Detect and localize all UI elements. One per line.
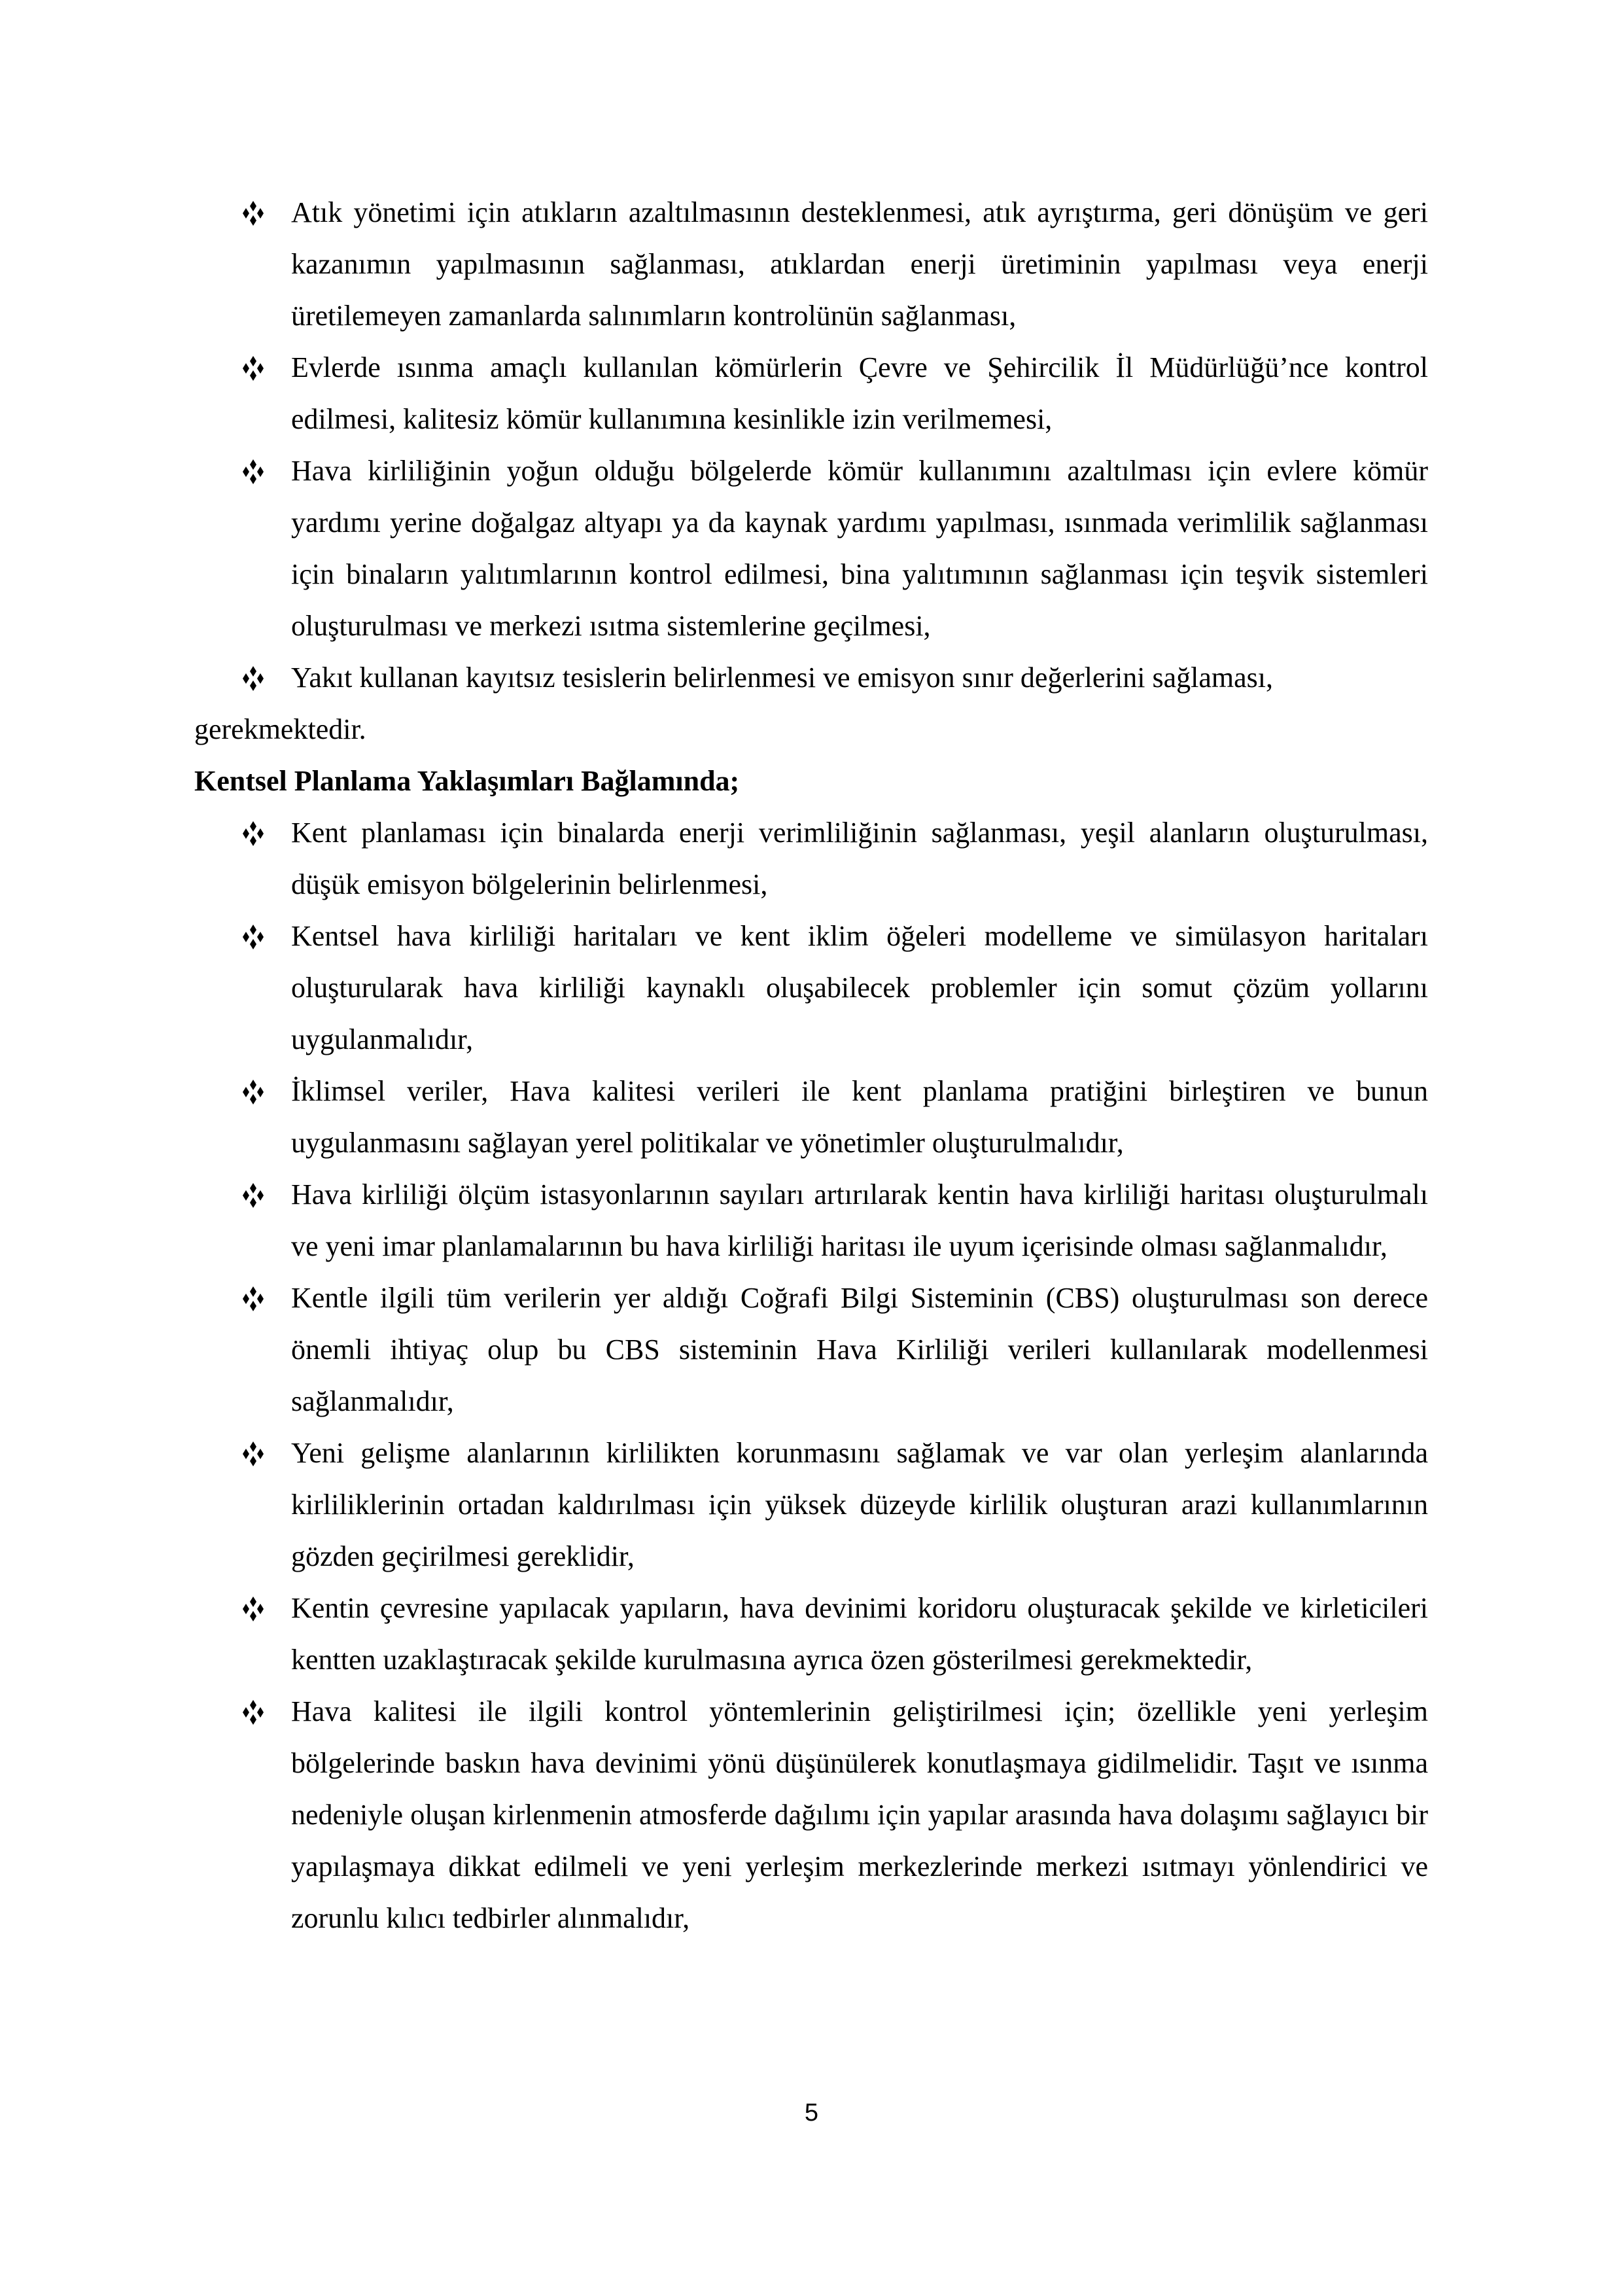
bullet-text: Hava kirliliği ölçüm istasyonlarının sayıları artırılarak kentin hava kirliliği haritası oluşturulmalı ve yeni imar planlamalarının bu hava kirliliği haritası ile uyum içerisinde olması sağlanmalıdır, [291,1178,1428,1262]
four-diamond-bullet-icon [240,342,266,393]
four-diamond-bullet-icon [240,1686,266,1737]
bullet-item [194,342,1428,445]
bullet-text: Evlerde ısınma amaçlı kullanılan kömürlerin Çevre ve Şehircilik İl Müdürlüğü’nce kontrol edilmesi, kalitesiz kömür kullanımına kesinlikle izin verilmemesi, [291,351,1428,435]
bullet-item [194,186,1428,342]
four-diamond-bullet-icon [240,1169,266,1220]
bullet-item [194,1065,1428,1169]
four-diamond-bullet-icon [240,1065,266,1117]
section-urban-planning [194,755,1428,1944]
bullet-item [194,807,1428,910]
four-diamond-bullet-icon [240,652,266,703]
section-heading: Kentsel Planlama Yaklaşımları Bağlamında; [194,765,740,797]
section-waste-energy [194,186,1428,755]
four-diamond-bullet-icon [240,1427,266,1479]
four-diamond-bullet-icon [240,807,266,858]
bullet-item [194,1582,1428,1686]
four-diamond-bullet-icon [240,910,266,962]
bullet-text: Hava kirliliğinin yoğun olduğu bölgelerde kömür kullanımını azaltılması için evlere kömür yardımı yerine doğalgaz altyapı ya da kaynak yardımı yapılması, ısınmada verimlilik sağlanması için binaların yalıtımlarının kontrol edilmesi, bina yalıtımının sağlanması için teşvik sistemleri oluşturulması ve merkezi ısıtma sistemlerine geçilmesi, [291,455,1428,642]
four-diamond-bullet-icon [240,1272,266,1324]
bullet-text: Yeni gelişme alanlarının kirlilikten korunmasını sağlamak ve var olan yerleşim alanlarında kirliliklerinin ortadan kaldırılması için yüksek düzeyde kirlilik oluşturan arazi kullanımlarının gözden geçirilmesi gereklidir, [291,1437,1428,1572]
page-number: 5 [804,2099,819,2127]
bullet-item [194,1686,1428,1944]
document-page [194,186,1428,1944]
four-diamond-bullet-icon [240,186,266,238]
bullet-text: Kentle ilgili tüm verilerin yer aldığı Coğrafi Bilgi Sisteminin (CBS) oluşturulması son derece önemli ihtiyaç olup bu CBS sisteminin Hava Kirliliği verileri kullanılarak modellenmesi sağlanmalıdır, [291,1282,1428,1417]
bullet-text: Atık yönetimi için atıkların azaltılmasının desteklenmesi, atık ayrıştırma, geri dönüşüm ve geri kazanımın yapılmasının sağlanması, atıklardan enerji üretiminin yapılması veya enerji üretilemeyen zamanlarda salınımların kontrolünün sağlanması, [291,196,1428,332]
bullet-item [194,1427,1428,1582]
bullet-item [194,445,1428,652]
bullet-item [194,1272,1428,1427]
bullet-text: Kentsel hava kirliliği haritaları ve kent iklim öğeleri modelleme ve simülasyon haritaları oluşturularak hava kirliliği kaynaklı oluşabilecek problemler için somut çözüm yollarını uygulanmalıdır, [291,920,1428,1055]
bullet-text: Hava kalitesi ile ilgili kontrol yöntemlerinin geliştirilmesi için; özellikle yeni yerleşim bölgelerinde baskın hava devinimi yönü düşünülerek konutlaşmaya gidilmelidir. Taşıt ve ısınma nedeniyle oluşan kirlenmenin atmosferde dağılımı için yapılar arasında hava dolaşımı sağlayıcı bir yapılaşmaya dikkat edilmeli ve yeni yerleşim merkezlerinde merkezi ısıtmayı yönlendirici ve zorunlu kılıcı tedbirler alınmalıdır, [291,1695,1428,1934]
closing-text: gerekmektedir. [194,713,366,745]
bullet-item [194,910,1428,1065]
bullet-text: Yakıt kullanan kayıtsız tesislerin belirlenmesi ve emisyon sınır değerlerini sağlaması, [291,662,1273,694]
bullet-text: Kentin çevresine yapılacak yapıların, hava devinimi koridoru oluşturacak şekilde ve kirleticileri kentten uzaklaştıracak şekilde kurulmasına ayrıca özen gösterilmesi gerekmektedir, [291,1592,1428,1676]
bullet-text: Kent planlaması için binalarda enerji verimliliğinin sağlanması, yeşil alanların oluşturulması, düşük emisyon bölgelerinin belirlenmesi, [291,817,1428,900]
bullet-item [194,1169,1428,1272]
bullet-item [194,652,1428,703]
bullet-text: İklimsel veriler, Hava kalitesi verileri ile kent planlama pratiğini birleştiren ve bunun uygulanmasını sağlayan yerel politikalar ve yönetimler oluşturulmalıdır, [291,1075,1428,1159]
four-diamond-bullet-icon [240,445,266,497]
four-diamond-bullet-icon [240,1582,266,1634]
